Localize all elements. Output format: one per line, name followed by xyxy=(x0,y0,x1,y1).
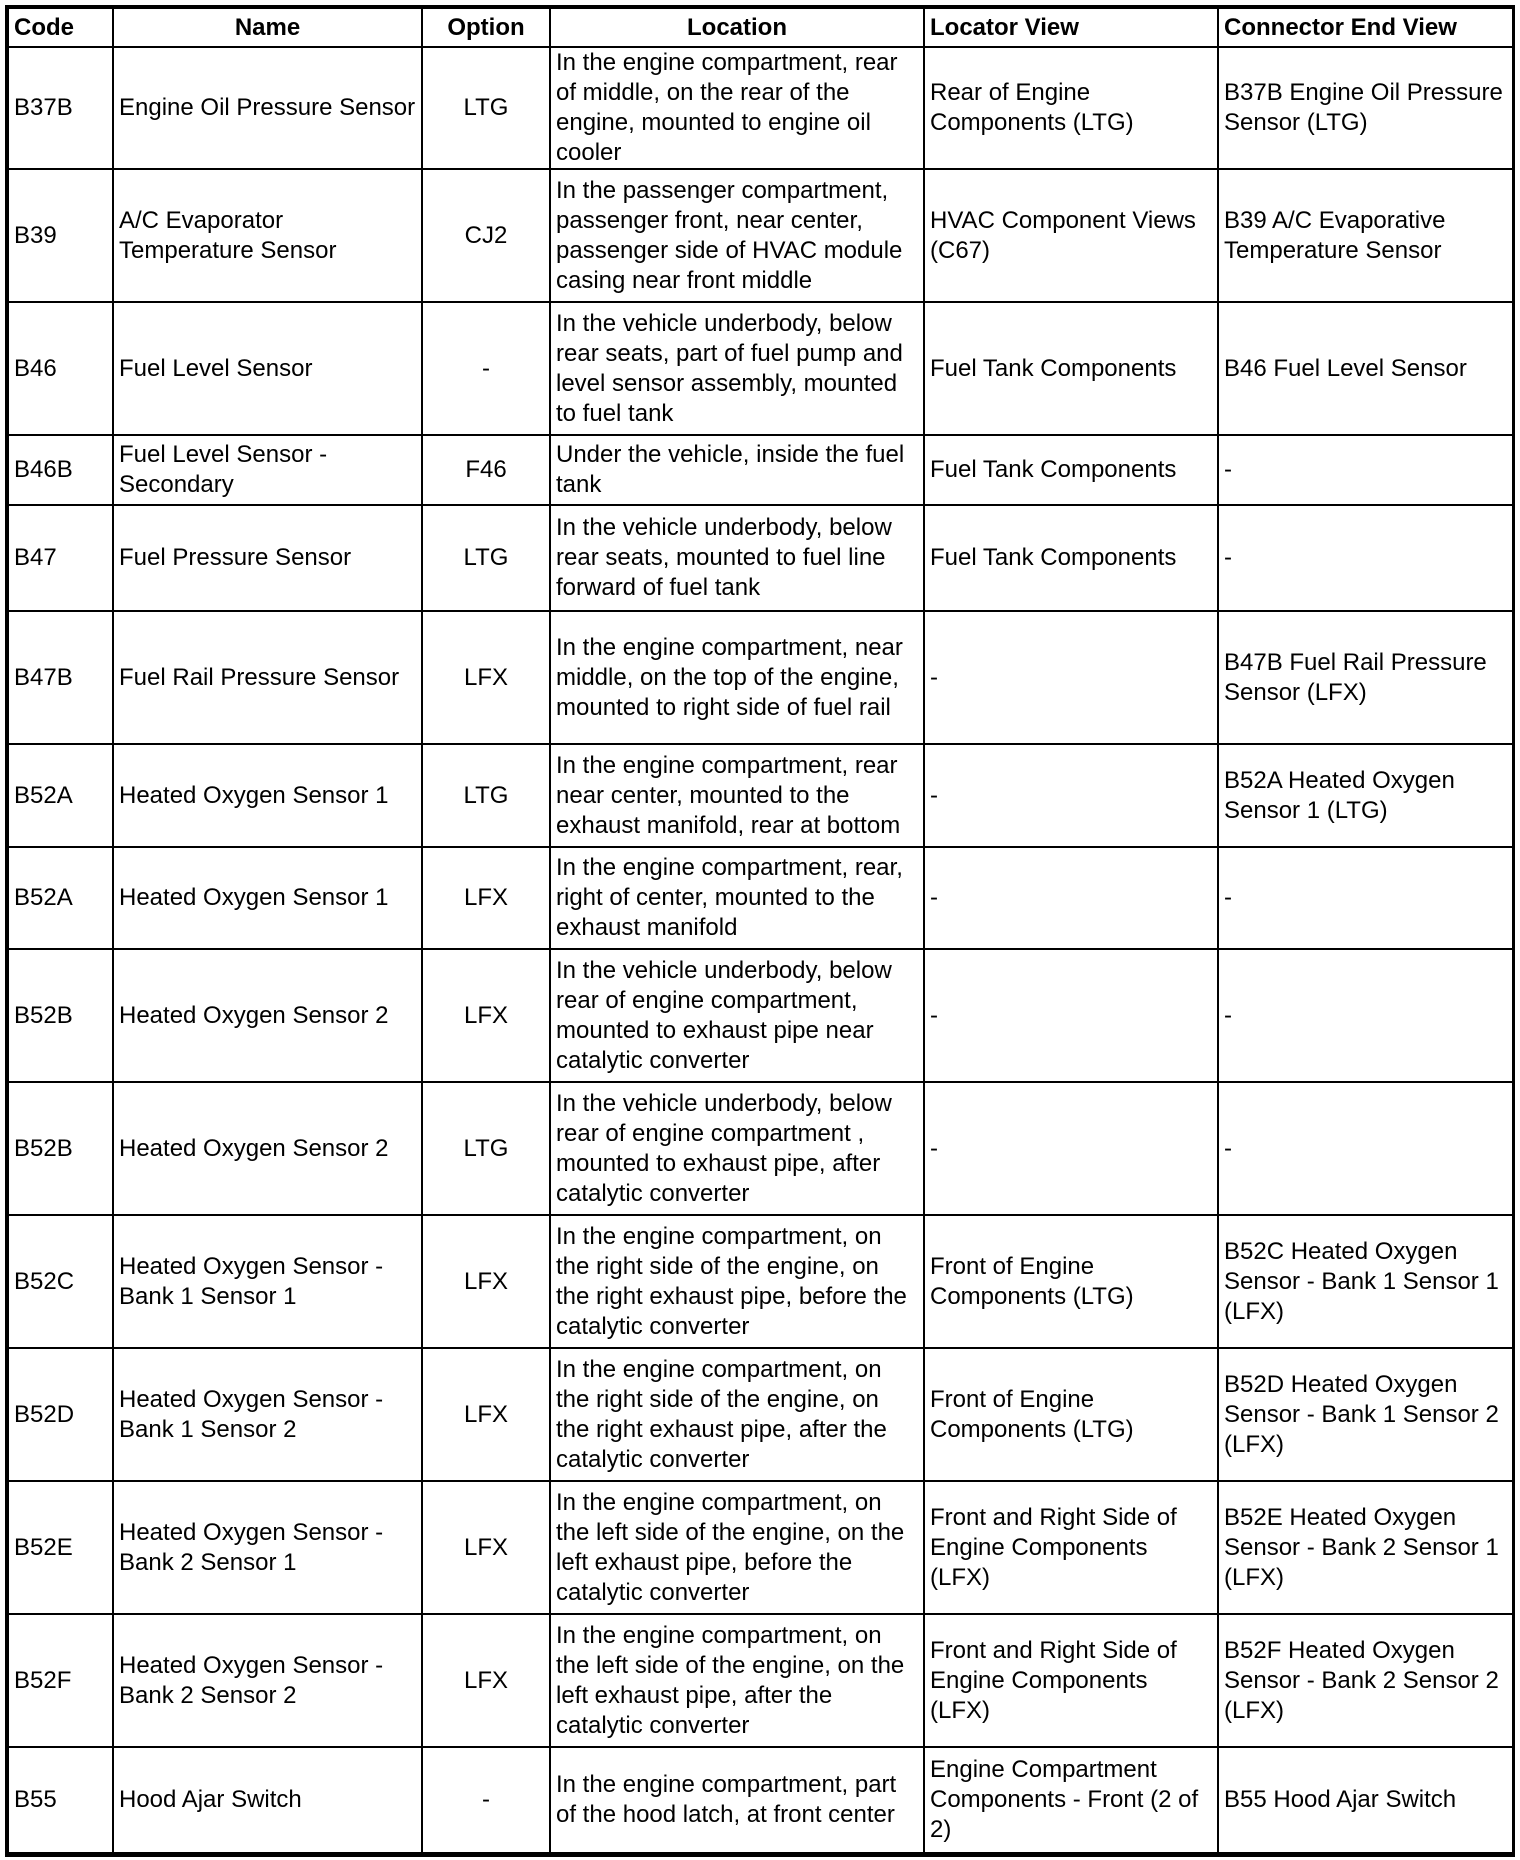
cell-connector-end-view: B47B Fuel Rail Pressure Sensor (LFX) xyxy=(1218,611,1514,744)
cell-location: In the engine compartment, on the left side of the engine, on the left exhaust pipe, before the catalytic converter xyxy=(550,1481,924,1614)
cell-option: CJ2 xyxy=(422,169,550,302)
cell-connector-end-view: B39 A/C Evaporative Temperature Sensor xyxy=(1218,169,1514,302)
header-code: Code xyxy=(8,8,113,47)
cell-option: LTG xyxy=(422,47,550,169)
cell-name: Fuel Rail Pressure Sensor xyxy=(113,611,422,744)
cell-connector-end-view: B52D Heated Oxygen Sensor - Bank 1 Sensor 2 (LFX) xyxy=(1218,1348,1514,1481)
header-row xyxy=(8,8,1514,47)
cell-name: Heated Oxygen Sensor - Bank 2 Sensor 2 xyxy=(113,1614,422,1747)
cell-option: LFX xyxy=(422,1481,550,1614)
cell-code: B52C xyxy=(8,1215,113,1348)
cell-location: In the passenger compartment, passenger front, near center, passenger side of HVAC module casing near front middle xyxy=(550,169,924,302)
table-row xyxy=(8,847,1514,949)
cell-code: B47 xyxy=(8,505,113,611)
cell-option: F46 xyxy=(422,435,550,505)
table-row xyxy=(8,1614,1514,1747)
cell-option: LFX xyxy=(422,611,550,744)
cell-option: LFX xyxy=(422,1348,550,1481)
cell-location: In the engine compartment, rear near center, mounted to the exhaust manifold, rear at bottom xyxy=(550,744,924,847)
cell-code: B46B xyxy=(8,435,113,505)
table-row xyxy=(8,505,1514,611)
cell-location: In the engine compartment, rear of middle, on the rear of the engine, mounted to engine oil cooler xyxy=(550,47,924,169)
cell-location: In the engine compartment, on the left side of the engine, on the left exhaust pipe, after the catalytic converter xyxy=(550,1614,924,1747)
cell-connector-end-view: B55 Hood Ajar Switch xyxy=(1218,1747,1514,1853)
cell-connector-end-view: B52C Heated Oxygen Sensor - Bank 1 Sensor 1 (LFX) xyxy=(1218,1215,1514,1348)
table-row xyxy=(8,949,1514,1082)
cell-code: B39 xyxy=(8,169,113,302)
cell-code: B46 xyxy=(8,302,113,435)
cell-locator-view: Fuel Tank Components xyxy=(924,435,1218,505)
cell-locator-view: - xyxy=(924,1082,1218,1215)
table-row xyxy=(8,1481,1514,1614)
table-row xyxy=(8,169,1514,302)
cell-name: Heated Oxygen Sensor 1 xyxy=(113,744,422,847)
cell-locator-view: Front of Engine Components (LTG) xyxy=(924,1348,1218,1481)
cell-connector-end-view: - xyxy=(1218,1082,1514,1215)
cell-code: B47B xyxy=(8,611,113,744)
cell-locator-view: Front of Engine Components (LTG) xyxy=(924,1215,1218,1348)
table-row xyxy=(8,611,1514,744)
cell-locator-view: Engine Compartment Components - Front (2 of 2) xyxy=(924,1747,1218,1853)
cell-location: Under the vehicle, inside the fuel tank xyxy=(550,435,924,505)
cell-name: Heated Oxygen Sensor - Bank 1 Sensor 2 xyxy=(113,1348,422,1481)
cell-code: B52B xyxy=(8,1082,113,1215)
cell-connector-end-view: B52F Heated Oxygen Sensor - Bank 2 Sensor 2 (LFX) xyxy=(1218,1614,1514,1747)
table-row xyxy=(8,1215,1514,1348)
cell-locator-view: - xyxy=(924,949,1218,1082)
cell-code: B37B xyxy=(8,47,113,169)
table-row xyxy=(8,744,1514,847)
table-row xyxy=(8,302,1514,435)
cell-name: Fuel Pressure Sensor xyxy=(113,505,422,611)
table-row xyxy=(8,47,1514,169)
cell-name: Heated Oxygen Sensor 2 xyxy=(113,1082,422,1215)
cell-code: B52A xyxy=(8,744,113,847)
cell-name: Fuel Level Sensor - Secondary xyxy=(113,435,422,505)
cell-locator-view: Front and Right Side of Engine Components (LFX) xyxy=(924,1481,1218,1614)
component-locator-table xyxy=(7,7,1515,1854)
cell-code: B52A xyxy=(8,847,113,949)
cell-option: - xyxy=(422,1747,550,1853)
cell-name: Fuel Level Sensor xyxy=(113,302,422,435)
header-option: Option xyxy=(422,8,550,47)
header-locator-view: Locator View xyxy=(924,8,1218,47)
cell-name: Engine Oil Pressure Sensor xyxy=(113,47,422,169)
cell-connector-end-view: B52E Heated Oxygen Sensor - Bank 2 Sensor 1 (LFX) xyxy=(1218,1481,1514,1614)
cell-name: Heated Oxygen Sensor - Bank 1 Sensor 1 xyxy=(113,1215,422,1348)
cell-name: Heated Oxygen Sensor 2 xyxy=(113,949,422,1082)
cell-connector-end-view: - xyxy=(1218,847,1514,949)
cell-name: Heated Oxygen Sensor - Bank 2 Sensor 1 xyxy=(113,1481,422,1614)
cell-name: Hood Ajar Switch xyxy=(113,1747,422,1853)
cell-connector-end-view: - xyxy=(1218,435,1514,505)
cell-code: B52E xyxy=(8,1481,113,1614)
cell-location: In the vehicle underbody, below rear seats, mounted to fuel line forward of fuel tank xyxy=(550,505,924,611)
cell-name: Heated Oxygen Sensor 1 xyxy=(113,847,422,949)
cell-option: LTG xyxy=(422,744,550,847)
cell-option: LFX xyxy=(422,1215,550,1348)
cell-connector-end-view: B52A Heated Oxygen Sensor 1 (LTG) xyxy=(1218,744,1514,847)
cell-locator-view: Fuel Tank Components xyxy=(924,302,1218,435)
cell-locator-view: - xyxy=(924,847,1218,949)
header-connector-end-view: Connector End View xyxy=(1218,8,1514,47)
cell-location: In the engine compartment, near middle, on the top of the engine, mounted to right side of fuel rail xyxy=(550,611,924,744)
cell-option: LFX xyxy=(422,847,550,949)
table-row xyxy=(8,1348,1514,1481)
cell-connector-end-view: B46 Fuel Level Sensor xyxy=(1218,302,1514,435)
cell-connector-end-view: B37B Engine Oil Pressure Sensor (LTG) xyxy=(1218,47,1514,169)
header-location: Location xyxy=(550,8,924,47)
cell-location: In the vehicle underbody, below rear of engine compartment, mounted to exhaust pipe near catalytic converter xyxy=(550,949,924,1082)
cell-code: B52D xyxy=(8,1348,113,1481)
cell-connector-end-view: - xyxy=(1218,505,1514,611)
cell-location: In the engine compartment, part of the hood latch, at front center xyxy=(550,1747,924,1853)
cell-location: In the vehicle underbody, below rear seats, part of fuel pump and level sensor assembly, mounted to fuel tank xyxy=(550,302,924,435)
table-row xyxy=(8,1082,1514,1215)
cell-locator-view: Rear of Engine Components (LTG) xyxy=(924,47,1218,169)
cell-connector-end-view: - xyxy=(1218,949,1514,1082)
cell-code: B55 xyxy=(8,1747,113,1853)
cell-locator-view: Front and Right Side of Engine Components (LFX) xyxy=(924,1614,1218,1747)
cell-locator-view: HVAC Component Views (C67) xyxy=(924,169,1218,302)
table-row xyxy=(8,435,1514,505)
cell-location: In the engine compartment, on the right side of the engine, on the right exhaust pipe, before the catalytic converter xyxy=(550,1215,924,1348)
cell-option: LTG xyxy=(422,505,550,611)
cell-option: LTG xyxy=(422,1082,550,1215)
cell-locator-view: - xyxy=(924,611,1218,744)
cell-locator-view: Fuel Tank Components xyxy=(924,505,1218,611)
header-name: Name xyxy=(113,8,422,47)
cell-location: In the engine compartment, on the right side of the engine, on the right exhaust pipe, after the catalytic converter xyxy=(550,1348,924,1481)
cell-name: A/C Evaporator Temperature Sensor xyxy=(113,169,422,302)
cell-locator-view: - xyxy=(924,744,1218,847)
table-row xyxy=(8,1747,1514,1853)
cell-location: In the engine compartment, rear, right of center, mounted to the exhaust manifold xyxy=(550,847,924,949)
cell-option: LFX xyxy=(422,1614,550,1747)
cell-option: - xyxy=(422,302,550,435)
cell-code: B52B xyxy=(8,949,113,1082)
cell-location: In the vehicle underbody, below rear of engine compartment , mounted to exhaust pipe, after catalytic converter xyxy=(550,1082,924,1215)
cell-code: B52F xyxy=(8,1614,113,1747)
cell-option: LFX xyxy=(422,949,550,1082)
